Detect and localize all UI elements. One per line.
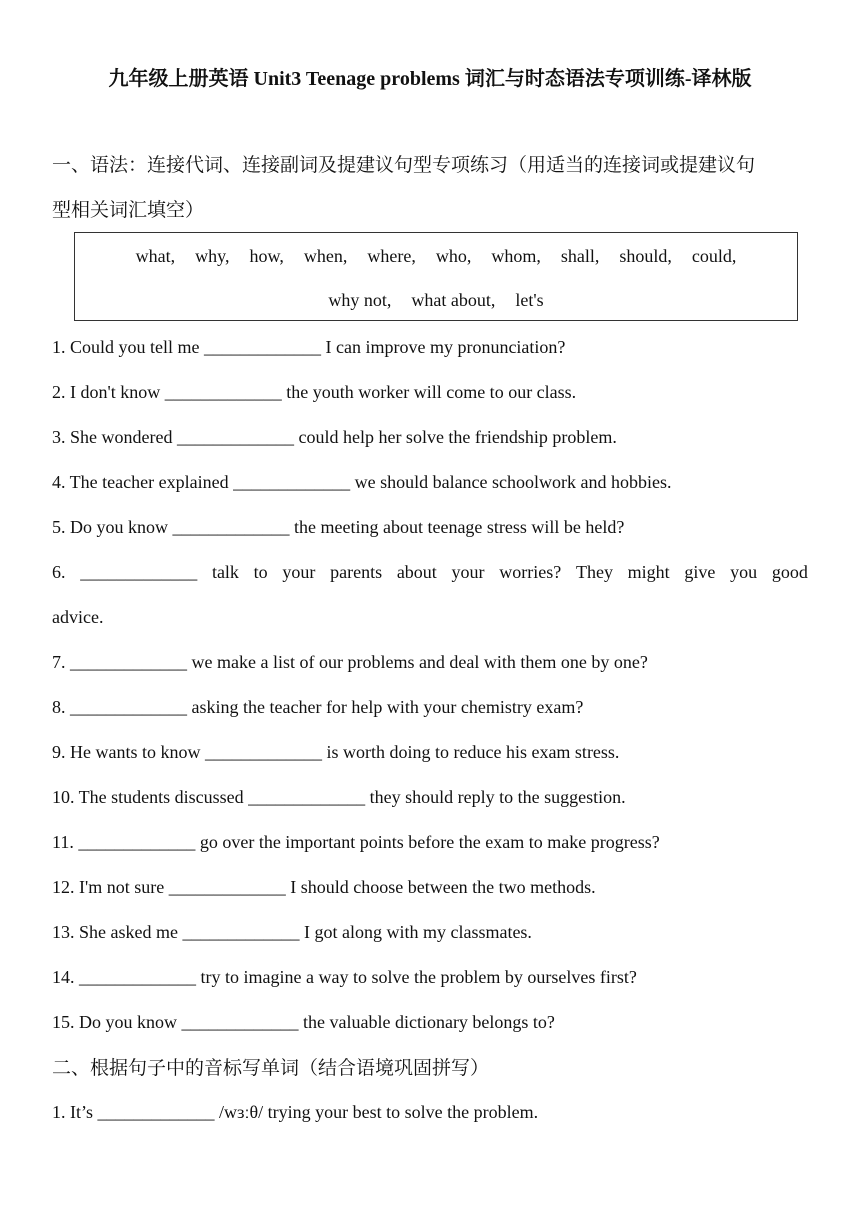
- word-bank-row-2: [75, 277, 797, 321]
- q6-word: talk: [211, 562, 239, 582]
- section-2-heading: 二、根据句子中的音标写单词（结合语境巩固拼写）: [52, 1057, 490, 1079]
- word-bank-item: whom,: [491, 246, 541, 266]
- question-5[interactable]: 5. Do you know _____________ the meeting about teenage stress will be held?: [52, 517, 625, 537]
- q6-word: might: [627, 562, 670, 582]
- q6-word: to: [253, 562, 268, 582]
- question-2[interactable]: 2. I don't know _____________ the youth worker will come to our class.: [52, 382, 577, 402]
- q6-blank[interactable]: _____________: [80, 562, 198, 582]
- question-11[interactable]: 11. _____________ go over the important points before the exam to make progress?: [52, 832, 660, 852]
- word-bank-item: why not,: [328, 290, 392, 310]
- question-9[interactable]: 9. He wants to know _____________ is worth doing to reduce his exam stress.: [52, 742, 620, 762]
- word-bank-item: who,: [435, 246, 472, 266]
- question-7[interactable]: 7. _____________ we make a list of our problems and deal with them one by one?: [52, 652, 648, 672]
- question-14[interactable]: 14. _____________ try to imagine a way to solve the problem by ourselves first?: [52, 967, 637, 987]
- question-10[interactable]: 10. The students discussed _____________ they should reply to the suggestion.: [52, 787, 626, 807]
- word-bank-row-1: [75, 233, 797, 277]
- question-13[interactable]: 13. She asked me _____________ I got along with my classmates.: [52, 922, 532, 942]
- page-title: 九年级上册英语 Unit3 Teenage problems 词汇与时态语法专项训练-译林版: [108, 68, 752, 90]
- question-8[interactable]: 8. _____________ asking the teacher for help with your chemistry exam?: [52, 697, 584, 717]
- q6-word: about: [396, 562, 437, 582]
- word-bank-item: why,: [195, 246, 230, 266]
- question-12[interactable]: 12. I'm not sure _____________ I should choose between the two methods.: [52, 877, 596, 897]
- section-1-heading-line2: 型相关词汇填空）: [52, 199, 205, 221]
- word-bank-item: what,: [135, 246, 176, 266]
- q6-word: good: [771, 562, 808, 582]
- word-bank-item: when,: [303, 246, 348, 266]
- question-6-line-1: [52, 550, 808, 595]
- question-1[interactable]: 1. Could you tell me _____________ I can improve my pronunciation?: [52, 337, 566, 357]
- word-bank-item: what about,: [411, 290, 496, 310]
- word-bank-item: where,: [367, 246, 416, 266]
- q6-word: give: [684, 562, 716, 582]
- word-bank-item: how,: [249, 246, 284, 266]
- word-bank-item: should,: [619, 246, 672, 266]
- q6-word: your: [282, 562, 316, 582]
- word-bank-item: could,: [691, 246, 737, 266]
- question-4[interactable]: 4. The teacher explained _____________ we should balance schoolwork and hobbies.: [52, 472, 672, 492]
- q6-word: They: [575, 562, 613, 582]
- word-bank-item: shall,: [560, 246, 600, 266]
- q6-word: worries?: [499, 562, 562, 582]
- section-1-heading: [52, 143, 808, 233]
- question-6-line-2: advice.: [52, 607, 104, 627]
- question-15[interactable]: 15. Do you know _____________ the valuable dictionary belongs to?: [52, 1012, 555, 1032]
- word-bank-item: let's: [515, 290, 544, 310]
- q6-word: 6.: [52, 562, 66, 582]
- word-bank-box: [74, 232, 798, 321]
- q6-word: parents: [330, 562, 383, 582]
- question-3[interactable]: 3. She wondered _____________ could help her solve the friendship problem.: [52, 427, 617, 447]
- q6-word: you: [730, 562, 758, 582]
- section-2-question-1[interactable]: 1. It’s _____________ /wɜːθ/ trying your best to solve the problem.: [52, 1102, 539, 1122]
- section-1-heading-line1: 一、语法：连接代词、连接副词及提建议句型专项练习（用适当的连接词或提建议句: [52, 154, 756, 176]
- q6-word: your: [451, 562, 485, 582]
- question-6[interactable]: [52, 550, 808, 640]
